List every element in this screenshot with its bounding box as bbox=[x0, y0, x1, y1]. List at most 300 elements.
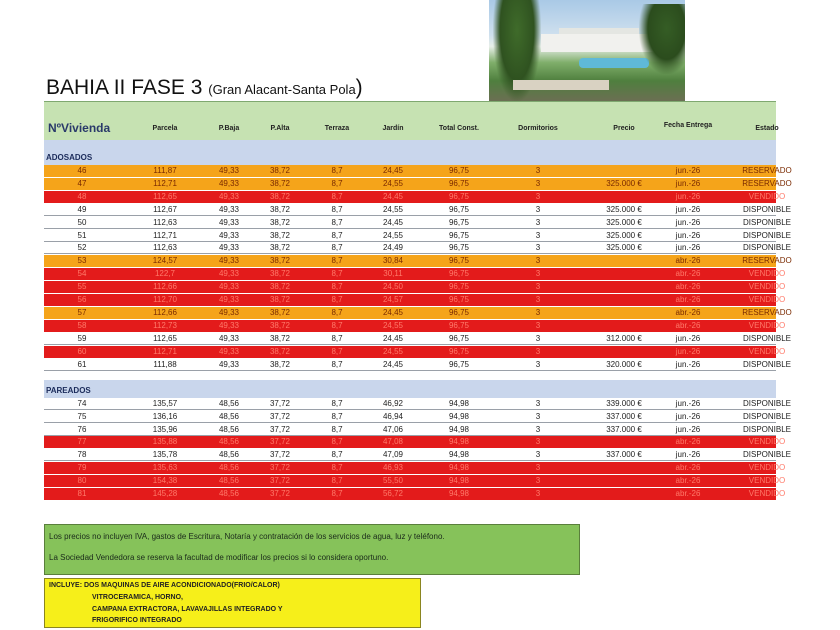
table-cell: 38,72 bbox=[269, 256, 291, 265]
table-row bbox=[44, 268, 786, 280]
table-cell: jun.-26 bbox=[675, 347, 701, 356]
table-cell: 339.000 € bbox=[606, 399, 642, 408]
table-cell: 96,75 bbox=[448, 243, 470, 252]
table-cell: 320.000 € bbox=[606, 360, 642, 369]
table-cell: abr.-26 bbox=[675, 269, 701, 278]
table-cell: 38,72 bbox=[269, 295, 291, 304]
table-cell: 49,33 bbox=[218, 243, 240, 252]
table-cell: 8,7 bbox=[331, 308, 343, 317]
table-cell: abr.-26 bbox=[675, 295, 701, 304]
table-cell: 135,63 bbox=[152, 463, 178, 472]
table-cell: 112,71 bbox=[153, 347, 177, 356]
table-cell: 136,16 bbox=[152, 412, 178, 421]
column-header: Dormitorios bbox=[518, 125, 558, 132]
table-cell: 325.000 € bbox=[606, 243, 642, 252]
section-label: PAREADOS bbox=[46, 386, 91, 395]
table-cell: jun.-26 bbox=[675, 450, 701, 459]
column-header: Total Const. bbox=[439, 125, 479, 132]
table-cell: 47,06 bbox=[382, 425, 404, 434]
table-cell: 37,72 bbox=[269, 463, 291, 472]
table-cell: 49,33 bbox=[218, 282, 240, 291]
table-cell: 8,7 bbox=[331, 282, 343, 291]
table-cell bbox=[584, 191, 664, 203]
table-cell: jun.-26 bbox=[675, 399, 701, 408]
table-cell: DISPONIBLE bbox=[742, 205, 791, 214]
table-cell bbox=[584, 346, 664, 358]
table-cell: RESERVADO bbox=[742, 166, 792, 175]
table-cell: 24,45 bbox=[382, 308, 404, 317]
table-cell: 112,65 bbox=[153, 192, 177, 201]
table-cell: 3 bbox=[535, 425, 541, 434]
table-cell: 96,75 bbox=[448, 205, 470, 214]
table-cell: 8,7 bbox=[331, 476, 343, 485]
table-cell: 112,73 bbox=[153, 321, 177, 330]
table-cell: 122,7 bbox=[154, 269, 176, 278]
table-cell: 38,72 bbox=[269, 243, 291, 252]
table-cell: 49,33 bbox=[218, 166, 240, 175]
table-cell: 38,72 bbox=[269, 269, 291, 278]
table-cell: VENDIDO bbox=[748, 463, 786, 472]
table-cell: 3 bbox=[535, 179, 541, 188]
includes-line: CAMPANA EXTRACTORA, LAVAVAJILLAS INTEGRADO Y bbox=[92, 606, 283, 613]
table-cell: jun.-26 bbox=[675, 360, 701, 369]
table-row bbox=[44, 346, 786, 358]
page-title bbox=[46, 76, 363, 100]
table-cell bbox=[584, 294, 664, 306]
header-divider bbox=[44, 101, 776, 102]
table-cell: abr.-26 bbox=[675, 476, 701, 485]
table-cell: 8,7 bbox=[331, 269, 343, 278]
table-cell: 38,72 bbox=[269, 347, 291, 356]
table-cell: 94,98 bbox=[448, 489, 470, 498]
table-cell: 50 bbox=[77, 218, 87, 227]
table-cell: 49,33 bbox=[218, 231, 240, 240]
table-cell: 8,7 bbox=[331, 360, 343, 369]
table-cell: 3 bbox=[535, 282, 541, 291]
table-cell: 38,72 bbox=[269, 231, 291, 240]
table-cell: DISPONIBLE bbox=[742, 450, 791, 459]
table-cell: DISPONIBLE bbox=[742, 360, 791, 369]
table-cell: 3 bbox=[535, 360, 541, 369]
table-cell: 145,28 bbox=[152, 489, 178, 498]
table-cell: 24,55 bbox=[382, 231, 404, 240]
table-cell: jun.-26 bbox=[675, 412, 701, 421]
table-cell: 337.000 € bbox=[606, 412, 642, 421]
table-cell: 49,33 bbox=[218, 205, 240, 214]
table-cell: 3 bbox=[535, 231, 541, 240]
table-cell: 48 bbox=[77, 192, 87, 201]
table-cell: 49,33 bbox=[218, 256, 240, 265]
table-cell: 3 bbox=[535, 166, 541, 175]
lounger-shape bbox=[513, 80, 609, 90]
table-cell: 3 bbox=[535, 243, 541, 252]
table-header bbox=[44, 101, 776, 140]
table-cell: VENDIDO bbox=[748, 295, 786, 304]
table-cell: VENDIDO bbox=[748, 282, 786, 291]
table-cell: 24,55 bbox=[382, 205, 404, 214]
table-cell: 96,75 bbox=[448, 166, 470, 175]
table-cell: 24,45 bbox=[382, 192, 404, 201]
table-cell: abr.-26 bbox=[675, 489, 701, 498]
table-cell: DISPONIBLE bbox=[742, 218, 791, 227]
table-cell: 8,7 bbox=[331, 399, 343, 408]
table-cell: 55,50 bbox=[382, 476, 404, 485]
table-row bbox=[44, 449, 791, 461]
table-row bbox=[44, 411, 791, 423]
table-row bbox=[44, 217, 791, 229]
table-cell: 49,33 bbox=[218, 269, 240, 278]
table-cell: 8,7 bbox=[331, 412, 343, 421]
table-cell: 75 bbox=[77, 412, 87, 421]
table-cell: 48,56 bbox=[218, 399, 240, 408]
table-cell: 24,45 bbox=[382, 334, 404, 343]
table-cell: 38,72 bbox=[269, 308, 291, 317]
table-cell: 49,33 bbox=[218, 179, 240, 188]
table-cell: 135,88 bbox=[152, 437, 178, 446]
table-cell: VENDIDO bbox=[748, 489, 786, 498]
table-cell: 124,57 bbox=[152, 256, 178, 265]
table-cell bbox=[584, 255, 664, 267]
table-cell bbox=[584, 165, 664, 177]
table-cell: 74 bbox=[77, 399, 87, 408]
table-cell: 24,57 bbox=[382, 295, 404, 304]
table-cell: 112,63 bbox=[153, 243, 177, 252]
table-cell: 8,7 bbox=[331, 243, 343, 252]
table-cell: 3 bbox=[535, 192, 541, 201]
table-row bbox=[44, 424, 791, 436]
table-cell: jun.-26 bbox=[675, 205, 701, 214]
table-cell bbox=[584, 436, 664, 448]
table-cell: 8,7 bbox=[331, 463, 343, 472]
table-cell: 325.000 € bbox=[606, 218, 642, 227]
table-cell: 3 bbox=[535, 450, 541, 459]
table-cell: 46,94 bbox=[382, 412, 404, 421]
table-cell: 24,45 bbox=[382, 360, 404, 369]
table-cell: 94,98 bbox=[448, 463, 470, 472]
table-cell: 30,11 bbox=[383, 269, 403, 278]
table-cell: 96,75 bbox=[448, 295, 470, 304]
table-cell: 96,75 bbox=[448, 360, 470, 369]
table-cell: 96,75 bbox=[448, 192, 470, 201]
table-cell: RESERVADO bbox=[742, 308, 792, 317]
table-cell: 49 bbox=[77, 205, 87, 214]
table-cell bbox=[584, 307, 664, 319]
table-cell: 3 bbox=[535, 218, 541, 227]
table-cell: 37,72 bbox=[269, 450, 291, 459]
table-cell: 24,45 bbox=[382, 218, 404, 227]
table-cell: 8,7 bbox=[331, 334, 343, 343]
table-cell: 96,75 bbox=[448, 179, 470, 188]
table-cell: 337.000 € bbox=[606, 450, 642, 459]
table-cell: 325.000 € bbox=[606, 205, 642, 214]
table-cell: 94,98 bbox=[448, 476, 470, 485]
table-cell: 24,55 bbox=[382, 321, 404, 330]
table-cell: 24,55 bbox=[382, 179, 404, 188]
table-cell: 59 bbox=[77, 334, 87, 343]
table-cell: 49,33 bbox=[218, 295, 240, 304]
table-cell: 38,72 bbox=[269, 282, 291, 291]
table-cell: 46,93 bbox=[382, 463, 404, 472]
table-row bbox=[44, 488, 786, 500]
table-cell bbox=[584, 488, 664, 500]
table-cell: 37,72 bbox=[269, 437, 291, 446]
table-cell: 112,71 bbox=[153, 179, 177, 188]
table-cell: 38,72 bbox=[269, 192, 291, 201]
table-cell: 3 bbox=[535, 463, 541, 472]
table-row bbox=[44, 178, 792, 190]
table-cell: 3 bbox=[535, 321, 541, 330]
table-cell: 112,66 bbox=[153, 282, 177, 291]
table-row bbox=[44, 436, 786, 448]
table-cell: DISPONIBLE bbox=[742, 231, 791, 240]
table-cell: 96,75 bbox=[448, 269, 470, 278]
table-cell: 96,75 bbox=[448, 321, 470, 330]
table-cell: 37,72 bbox=[269, 425, 291, 434]
table-cell: 37,72 bbox=[269, 412, 291, 421]
table-row bbox=[44, 242, 791, 254]
note-vat: Los precios no incluyen IVA, gastos de Escritura, Notaría y contratación de los servicios de agua, luz y teléfono. bbox=[49, 532, 445, 541]
includes-line: FRIGORIFICO INTEGRADO bbox=[92, 617, 182, 624]
note-price-change: La Sociedad Vendedora se reserva la facultad de modificar los precios si lo considera oportuno. bbox=[49, 553, 389, 562]
table-row bbox=[44, 204, 791, 216]
table-cell: 3 bbox=[535, 412, 541, 421]
table-cell: 112,66 bbox=[153, 308, 177, 317]
table-cell: 56,72 bbox=[382, 489, 404, 498]
section-label: ADOSADOS bbox=[46, 153, 93, 162]
table-cell: DISPONIBLE bbox=[742, 243, 791, 252]
column-header: Estado bbox=[755, 125, 779, 132]
table-cell: 77 bbox=[77, 437, 87, 446]
table-cell: 8,7 bbox=[331, 489, 343, 498]
table-cell: 8,7 bbox=[331, 179, 343, 188]
table-cell: VENDIDO bbox=[748, 476, 786, 485]
table-cell: 337.000 € bbox=[606, 425, 642, 434]
table-cell: 94,98 bbox=[448, 399, 470, 408]
table-cell: jun.-26 bbox=[675, 231, 701, 240]
table-cell: DISPONIBLE bbox=[742, 399, 791, 408]
table-cell: 8,7 bbox=[331, 450, 343, 459]
table-cell: 3 bbox=[535, 476, 541, 485]
table-cell: 61 bbox=[77, 360, 87, 369]
table-cell: RESERVADO bbox=[742, 179, 792, 188]
table-cell: 48,56 bbox=[218, 450, 240, 459]
table-cell: 47 bbox=[77, 179, 87, 188]
table-cell: 30,84 bbox=[382, 256, 404, 265]
column-header: P.Alta bbox=[270, 125, 290, 132]
table-cell: abr.-26 bbox=[675, 282, 701, 291]
table-cell: jun.-26 bbox=[675, 192, 701, 201]
table-row bbox=[44, 281, 786, 293]
table-cell: 48,56 bbox=[218, 463, 240, 472]
table-cell: 8,7 bbox=[331, 192, 343, 201]
table-row bbox=[44, 333, 791, 345]
table-cell: 38,72 bbox=[269, 205, 291, 214]
table-cell: 8,7 bbox=[331, 347, 343, 356]
table-cell: 81 bbox=[77, 489, 87, 498]
table-cell bbox=[584, 320, 664, 332]
table-cell: 3 bbox=[535, 399, 541, 408]
table-cell: 38,72 bbox=[269, 166, 291, 175]
table-cell: 46 bbox=[77, 166, 87, 175]
table-cell: VENDIDO bbox=[748, 192, 786, 201]
table-cell: 96,75 bbox=[448, 308, 470, 317]
table-cell: 94,98 bbox=[448, 412, 470, 421]
table-cell: 325.000 € bbox=[606, 179, 642, 188]
table-cell: 37,72 bbox=[269, 399, 291, 408]
table-row bbox=[44, 320, 786, 332]
section-band bbox=[44, 140, 776, 167]
table-row bbox=[44, 462, 786, 474]
table-cell: 3 bbox=[535, 205, 541, 214]
table-cell: abr.-26 bbox=[675, 321, 701, 330]
table-cell: 48,56 bbox=[218, 425, 240, 434]
table-cell: 111,87 bbox=[153, 166, 177, 175]
table-cell: 3 bbox=[535, 347, 541, 356]
table-cell: 3 bbox=[535, 489, 541, 498]
table-cell: 55 bbox=[77, 282, 87, 291]
includes-line: VITROCERAMICA, HORNO, bbox=[92, 594, 183, 601]
table-cell: 24,45 bbox=[382, 166, 404, 175]
table-cell: 96,75 bbox=[448, 334, 470, 343]
table-row bbox=[44, 398, 791, 410]
table-cell: DISPONIBLE bbox=[742, 425, 791, 434]
table-cell: 3 bbox=[535, 256, 541, 265]
table-cell: 49,33 bbox=[218, 347, 240, 356]
table-cell: 38,72 bbox=[269, 218, 291, 227]
table-cell: abr.-26 bbox=[675, 256, 701, 265]
table-cell: 52 bbox=[77, 243, 87, 252]
table-cell: 76 bbox=[77, 425, 87, 434]
table-cell bbox=[584, 281, 664, 293]
table-cell: 80 bbox=[77, 476, 87, 485]
table-cell: 37,72 bbox=[269, 489, 291, 498]
table-cell: 112,71 bbox=[153, 231, 177, 240]
table-cell: 38,72 bbox=[269, 334, 291, 343]
table-row bbox=[44, 307, 792, 319]
table-cell: 3 bbox=[535, 269, 541, 278]
table-cell: 8,7 bbox=[331, 218, 343, 227]
table-cell: 24,55 bbox=[382, 347, 404, 356]
table-cell: 48,56 bbox=[218, 489, 240, 498]
includes-line: INCLUYE: DOS MAQUINAS DE AIRE ACONDICIONADO(FRIO/CALOR) bbox=[49, 582, 280, 589]
column-header: Terraza bbox=[324, 125, 350, 132]
column-header: Precio bbox=[613, 125, 635, 132]
table-cell: 8,7 bbox=[331, 166, 343, 175]
table-cell: 8,7 bbox=[331, 321, 343, 330]
table-cell: abr.-26 bbox=[675, 308, 701, 317]
table-cell: 3 bbox=[535, 308, 541, 317]
table-cell: 57 bbox=[77, 308, 87, 317]
title-close-paren: ) bbox=[355, 76, 363, 99]
column-header: P.Baja bbox=[218, 125, 240, 132]
table-cell: 24,50 bbox=[382, 282, 404, 291]
table-cell: 38,72 bbox=[269, 179, 291, 188]
table-cell: 325.000 € bbox=[606, 231, 642, 240]
table-row bbox=[44, 191, 786, 203]
table-cell: 8,7 bbox=[331, 425, 343, 434]
table-cell: 135,57 bbox=[152, 399, 178, 408]
table-cell: 38,72 bbox=[269, 321, 291, 330]
table-cell: 3 bbox=[535, 295, 541, 304]
table-cell: 94,98 bbox=[448, 437, 470, 446]
table-cell: 79 bbox=[77, 463, 87, 472]
table-cell: 24,49 bbox=[382, 243, 404, 252]
table-cell: 47,09 bbox=[382, 450, 404, 459]
table-cell: abr.-26 bbox=[675, 437, 701, 446]
column-header: Fecha Entrega bbox=[663, 122, 713, 129]
table-cell: 47,08 bbox=[382, 437, 404, 446]
table-cell: RESERVADO bbox=[742, 256, 792, 265]
table-row bbox=[44, 359, 791, 371]
table-cell: 8,7 bbox=[331, 256, 343, 265]
table-cell: 112,63 bbox=[153, 218, 177, 227]
section-band bbox=[44, 380, 776, 398]
table-cell: 48,56 bbox=[218, 412, 240, 421]
table-cell: VENDIDO bbox=[748, 347, 786, 356]
table-cell: 49,33 bbox=[218, 192, 240, 201]
table-cell: VENDIDO bbox=[748, 321, 786, 330]
table-cell: jun.-26 bbox=[675, 179, 701, 188]
table-cell: 8,7 bbox=[331, 295, 343, 304]
table-cell: 94,98 bbox=[448, 425, 470, 434]
table-cell: abr.-26 bbox=[675, 463, 701, 472]
table-cell: 94,98 bbox=[448, 450, 470, 459]
table-cell: 135,78 bbox=[152, 450, 178, 459]
table-cell: jun.-26 bbox=[675, 425, 701, 434]
table-cell: jun.-26 bbox=[675, 243, 701, 252]
table-cell: 8,7 bbox=[331, 205, 343, 214]
table-row bbox=[44, 255, 792, 267]
includes-box bbox=[44, 578, 421, 628]
table-cell: 312.000 € bbox=[606, 334, 642, 343]
table-cell: 53 bbox=[77, 256, 87, 265]
table-cell: 3 bbox=[535, 437, 541, 446]
table-cell: 3 bbox=[535, 334, 541, 343]
column-header: Jardín bbox=[382, 125, 404, 132]
table-cell: VENDIDO bbox=[748, 269, 786, 278]
table-cell: VENDIDO bbox=[748, 437, 786, 446]
table-cell: 60 bbox=[77, 347, 87, 356]
table-cell: jun.-26 bbox=[675, 218, 701, 227]
table-cell: DISPONIBLE bbox=[742, 412, 791, 421]
table-cell: 37,72 bbox=[269, 476, 291, 485]
table-cell: 38,72 bbox=[269, 360, 291, 369]
column-header: NºVivienda bbox=[48, 121, 111, 135]
table-cell: 56 bbox=[77, 295, 87, 304]
title-subtitle: (Gran Alacant-Santa Pola bbox=[208, 82, 356, 97]
table-cell: 49,33 bbox=[218, 360, 240, 369]
table-cell: 154,38 bbox=[152, 476, 178, 485]
table-cell: 46,92 bbox=[382, 399, 404, 408]
table-cell: 96,75 bbox=[448, 282, 470, 291]
table-cell: 48,56 bbox=[218, 476, 240, 485]
table-cell: 54 bbox=[77, 269, 87, 278]
table-cell: 96,75 bbox=[448, 256, 470, 265]
table-cell bbox=[584, 475, 664, 487]
table-cell: 49,33 bbox=[218, 218, 240, 227]
table-cell: 8,7 bbox=[331, 231, 343, 240]
table-cell: 49,33 bbox=[218, 321, 240, 330]
table-cell: 78 bbox=[77, 450, 87, 459]
table-row bbox=[44, 294, 786, 306]
table-cell: 111,88 bbox=[153, 360, 177, 369]
table-cell: 112,70 bbox=[153, 295, 177, 304]
table-cell: jun.-26 bbox=[675, 334, 701, 343]
table-cell: 58 bbox=[77, 321, 87, 330]
villa-pool-photo bbox=[489, 0, 685, 101]
price-notes-box bbox=[44, 524, 580, 575]
table-cell: 112,65 bbox=[153, 334, 177, 343]
